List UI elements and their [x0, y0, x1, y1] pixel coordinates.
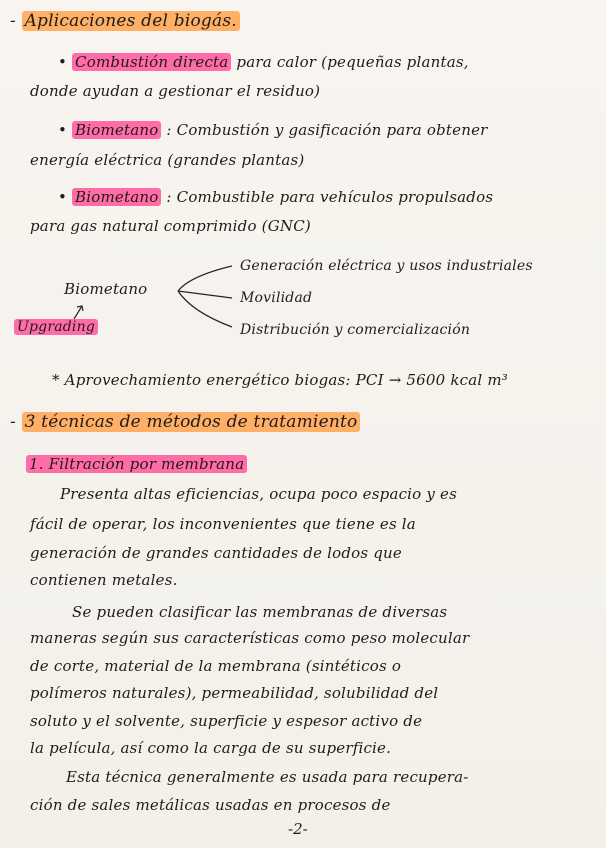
paragraph-line: fácil de operar, los inconvenientes que tiene es la — [30, 515, 416, 533]
bullet-text: para calor (pequeñas plantas, — [236, 53, 469, 71]
heading-dash: - — [10, 11, 22, 31]
diagram-biometano: Biometano — [64, 280, 148, 298]
bullet-continuation: donde ayudan a gestionar el residuo) — [30, 82, 321, 100]
paragraph-line: de corte, material de la membrana (sintéticos o — [30, 657, 402, 675]
paragraph-line: Se pueden clasificar las membranas de diversas — [72, 603, 448, 621]
bullet-continuation: para gas natural comprimido (GNC) — [30, 217, 311, 235]
bullet-text: : Combustible para vehículos propulsados — [166, 188, 494, 206]
paragraph-line: ción de sales metálicas usadas en procesos de — [30, 796, 391, 814]
paragraph-line: soluto y el solvente, superficie y espesor activo de — [30, 712, 423, 730]
diagram-distribucion: Distribución y comercialización — [240, 322, 471, 338]
paragraph-line: generación de grandes cantidades de lodos que — [30, 544, 402, 562]
bullet-text: : Combustión y gasificación para obtener — [166, 121, 488, 139]
heading-dash: - — [10, 412, 22, 432]
paragraph-line: Esta técnica generalmente es usada para recupera- — [66, 768, 469, 786]
bullet-dot: • — [58, 53, 73, 71]
diagram-generacion-electrica: Generación eléctrica y usos industriales — [240, 258, 533, 274]
keyword-biometano: Biometano — [72, 188, 161, 206]
heading-tecnicas — [10, 412, 360, 432]
paragraph-line: maneras según sus características como peso molecular — [30, 629, 470, 647]
subheading-filtracion-text: 1. Filtración por membrana — [26, 455, 247, 473]
paragraph-line: la película, así como la carga de su superficie. — [30, 739, 392, 757]
subheading-filtracion — [26, 454, 247, 474]
heading-tecnicas-text: 3 técnicas de métodos de tratamiento — [22, 412, 361, 432]
heading-aplicaciones-text: Aplicaciones del biogás. — [22, 11, 240, 31]
keyword-biometano: Biometano — [72, 121, 161, 139]
paragraph-line: Presenta altas eficiencias, ocupa poco espacio y es — [60, 485, 457, 503]
diagram-upgrading — [14, 317, 98, 337]
diagram-movilidad: Movilidad — [240, 290, 313, 306]
bullet-continuation: energía eléctrica (grandes plantas) — [30, 151, 305, 169]
paragraph-line: polímeros naturales), permeabilidad, solubilidad del — [30, 684, 439, 702]
bullet-dot: • — [58, 121, 73, 139]
keyword-upgrading: Upgrading — [14, 319, 98, 335]
page-number: -2- — [288, 820, 308, 838]
bullet-dot: • — [58, 188, 73, 206]
paragraph-line: contienen metales. — [30, 571, 178, 589]
keyword-combustion-directa: Combustión directa — [72, 53, 231, 71]
note-aprovechamiento: * Aprovechamiento energético biogas: PCI → 5600 kcal m³ — [52, 371, 509, 389]
